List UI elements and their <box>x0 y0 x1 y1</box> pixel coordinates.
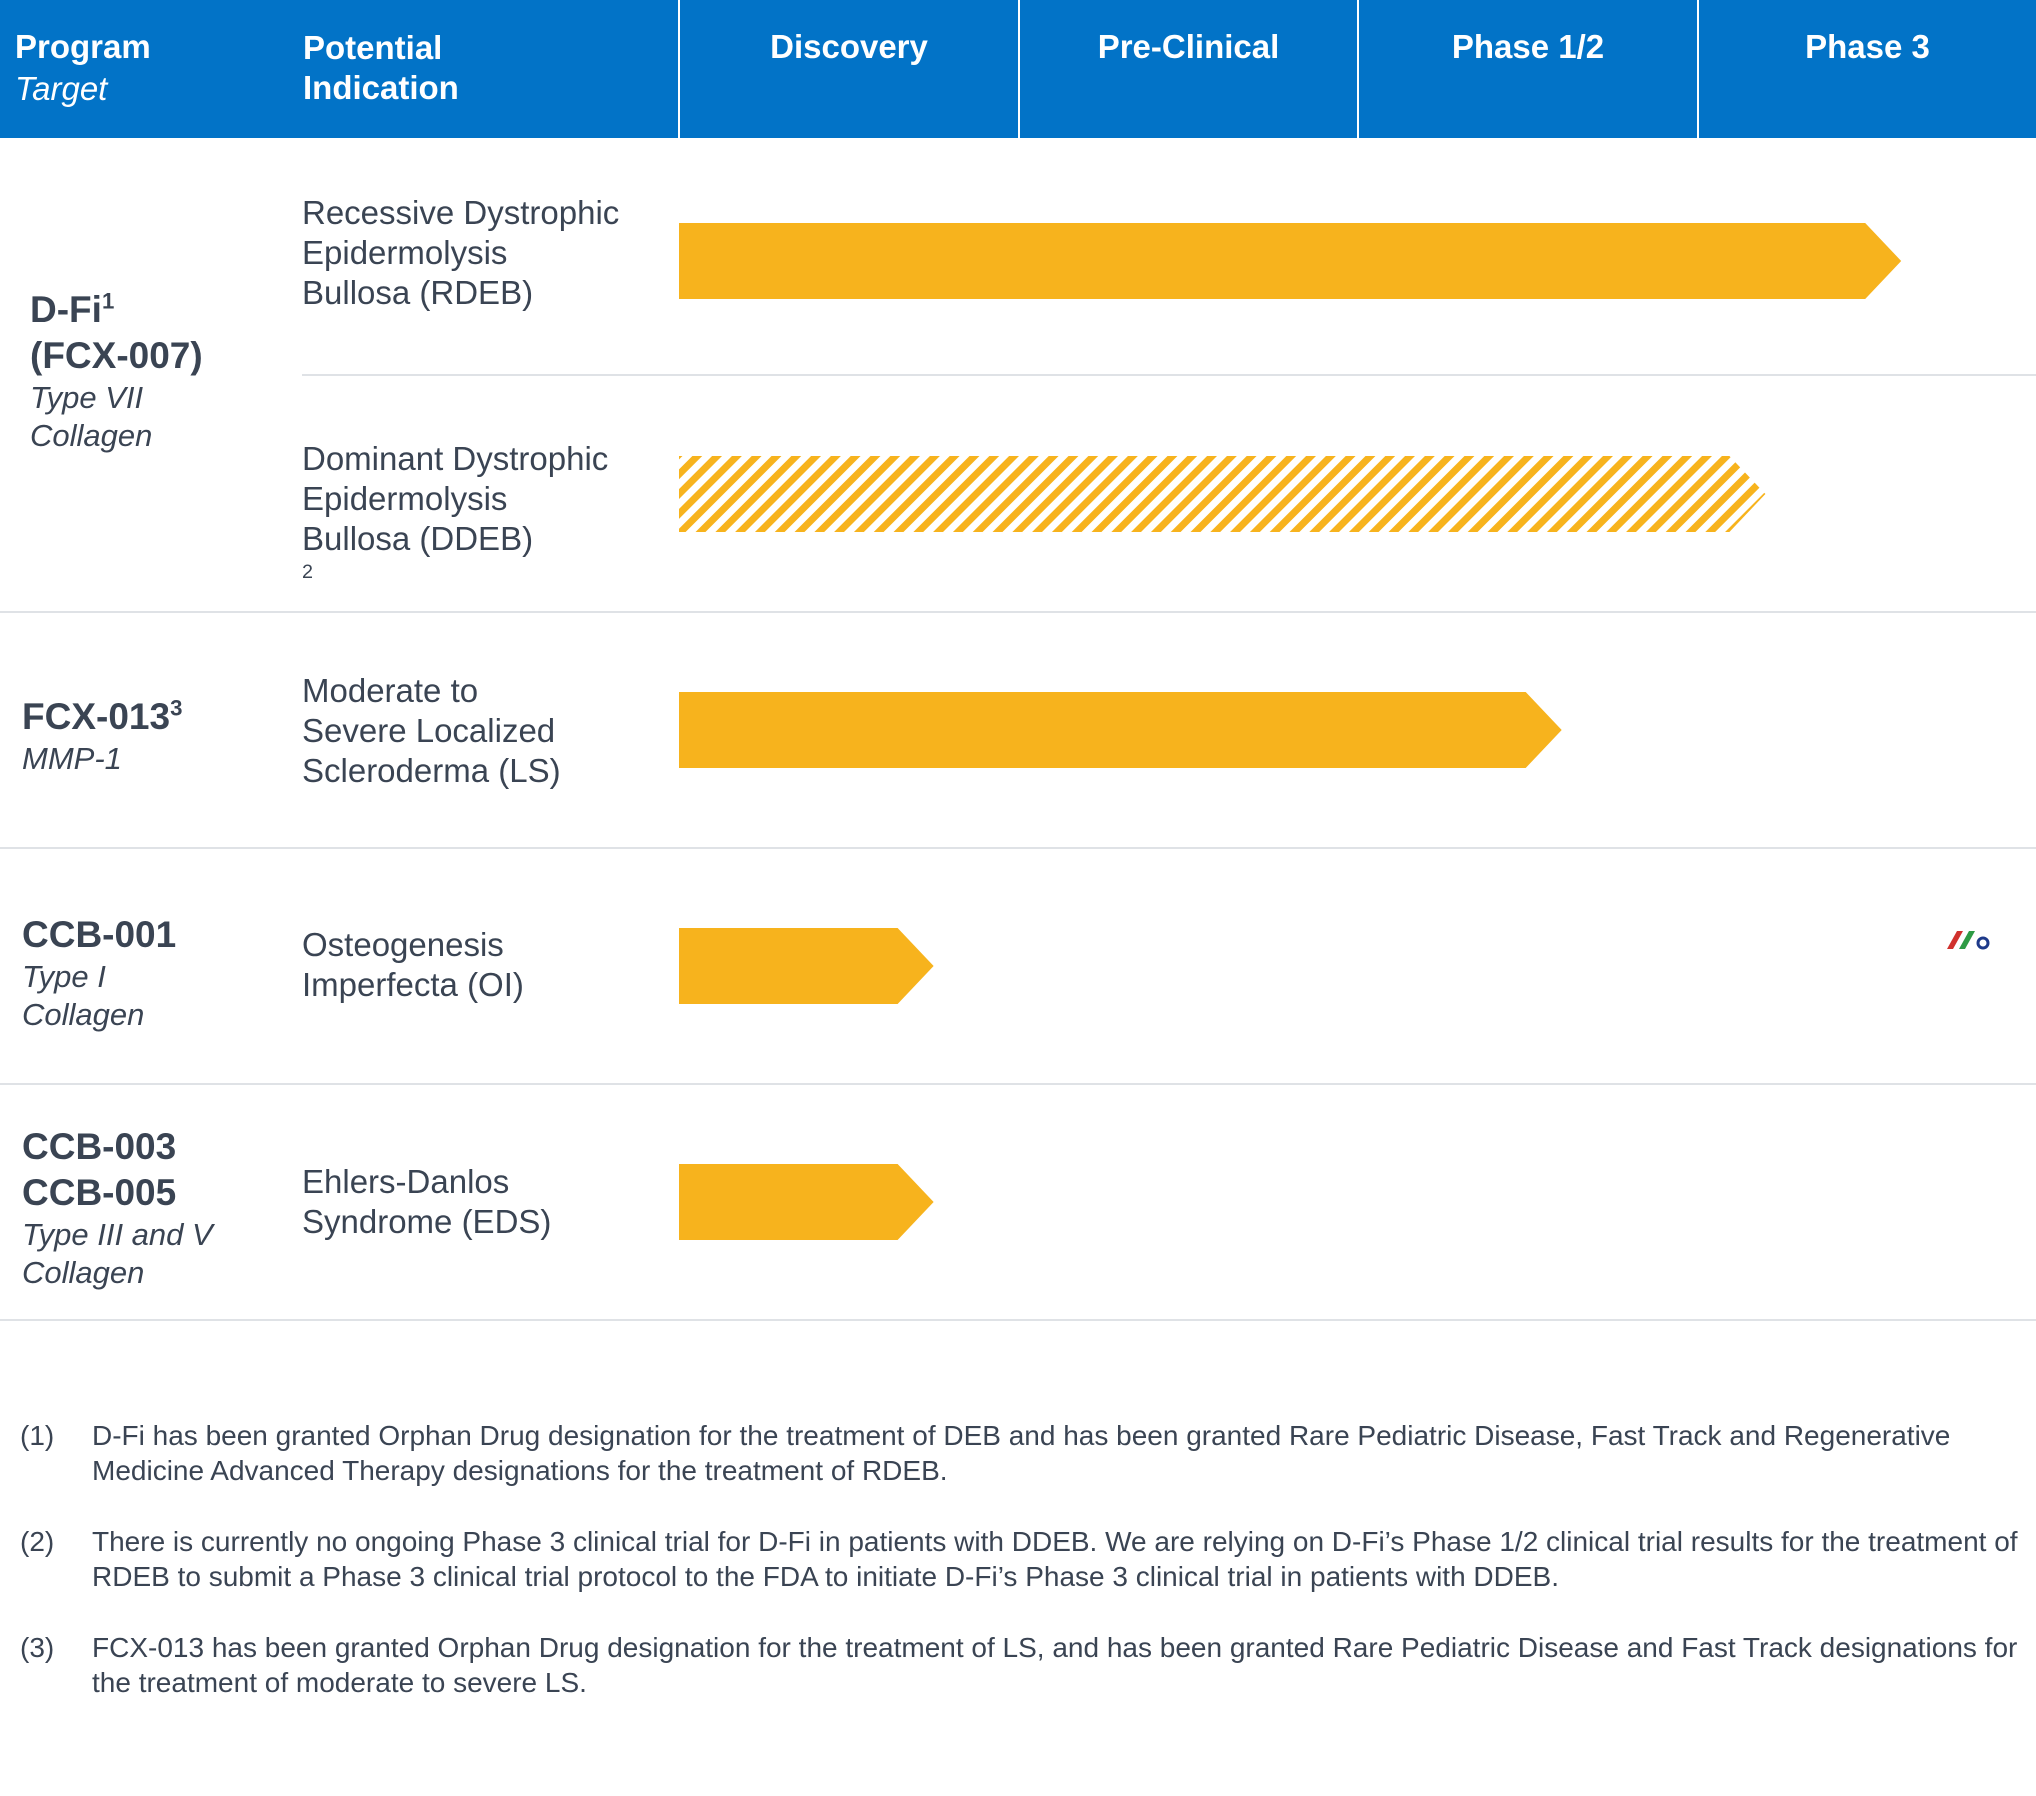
header-target-label: Target <box>15 70 108 107</box>
header-indication-line2: Indication <box>303 69 459 106</box>
indication-line: Syndrome (EDS) <box>302 1203 552 1240</box>
indication-line: Scleroderma (LS) <box>302 752 561 789</box>
footnote-ref: 3 <box>170 695 183 721</box>
program-target: Collagen <box>22 1255 145 1290</box>
bar-eds <box>679 1164 934 1240</box>
footnote-number: (2) <box>20 1526 55 1557</box>
bar-ls <box>679 692 1562 768</box>
header-phase-discovery: Discovery <box>770 28 928 65</box>
program-target: Type III and V <box>22 1217 213 1252</box>
indication-line: Epidermolysis <box>302 480 508 517</box>
footnote-item <box>20 1418 2020 1488</box>
indication-line: Osteogenesis <box>302 926 504 963</box>
indication-line: Imperfecta (OI) <box>302 966 524 1003</box>
program-target: Collagen <box>30 418 153 453</box>
program-target: Collagen <box>22 997 145 1032</box>
footnote-ref: 2 <box>302 561 314 583</box>
footnote-text: D-Fi has been granted Orphan Drug designation for the treatment of DEB and has been granted Rare Pediatric Disease, Fast Track and Regenerative Medicine Advanced Therapy designations for the treatment of RDEB. <box>92 1420 1951 1486</box>
program-code: (FCX-007) <box>30 335 203 376</box>
program-target: Type I <box>22 959 106 994</box>
footnote-text: There is currently no ongoing Phase 3 clinical trial for D-Fi in patients with DDEB. We are relying on D-Fi’s Phase 1/2 clinical trial results for the treatment of RDEB to submit a Phase 3 clinical trial protocol to the FDA to initiate D-Fi’s Phase 3 clinical trial in patients with DDEB. <box>92 1526 2018 1592</box>
program-name-text: FCX-013 <box>22 696 171 737</box>
indication-line: Bullosa (RDEB) <box>302 274 534 311</box>
indication-line: Ehlers-Danlos <box>302 1163 510 1200</box>
bar-oi <box>679 928 934 1004</box>
indication-line: Moderate to <box>302 672 479 709</box>
bar-ddeb <box>679 456 1765 532</box>
header-phase-1-2: Phase 1/2 <box>1451 28 1605 65</box>
footnote-number: (1) <box>20 1420 55 1451</box>
header-program-label: Program <box>15 28 151 65</box>
program-name-text: D-Fi <box>30 289 102 330</box>
program-name: CCB-001 <box>22 914 177 955</box>
indication-line: Dominant Dystrophic <box>302 440 609 477</box>
footnote-item <box>20 1524 2020 1594</box>
footnote-number: (3) <box>20 1632 55 1663</box>
program-name: CCB-005 <box>22 1172 177 1213</box>
program-name: CCB-003 <box>22 1126 177 1167</box>
indication-line: Epidermolysis <box>302 234 508 271</box>
footnote-text: FCX-013 has been granted Orphan Drug designation for the treatment of LS, and has been granted Rare Pediatric Disease and Fast Track designations for the treatment of moderate to severe LS. <box>92 1632 2018 1698</box>
footnote-ref: 1 <box>101 288 115 314</box>
header-indication-line1: Potential <box>303 29 443 66</box>
header-phase-3: Phase 3 <box>1805 28 1930 65</box>
header-phase-preclinical: Pre-Clinical <box>1097 28 1280 65</box>
indication-line: Severe Localized <box>302 712 556 749</box>
program-target: Type VII <box>30 380 144 415</box>
brand-logo-icon <box>1945 925 1997 955</box>
indication-line: Recessive Dystrophic <box>302 194 620 231</box>
footnotes <box>20 1418 2020 1736</box>
indication-line-text: Bullosa (DDEB) <box>302 520 534 557</box>
program-target: MMP-1 <box>22 741 122 776</box>
bar-rdeb <box>679 223 1901 299</box>
footnote-item <box>20 1630 2020 1700</box>
